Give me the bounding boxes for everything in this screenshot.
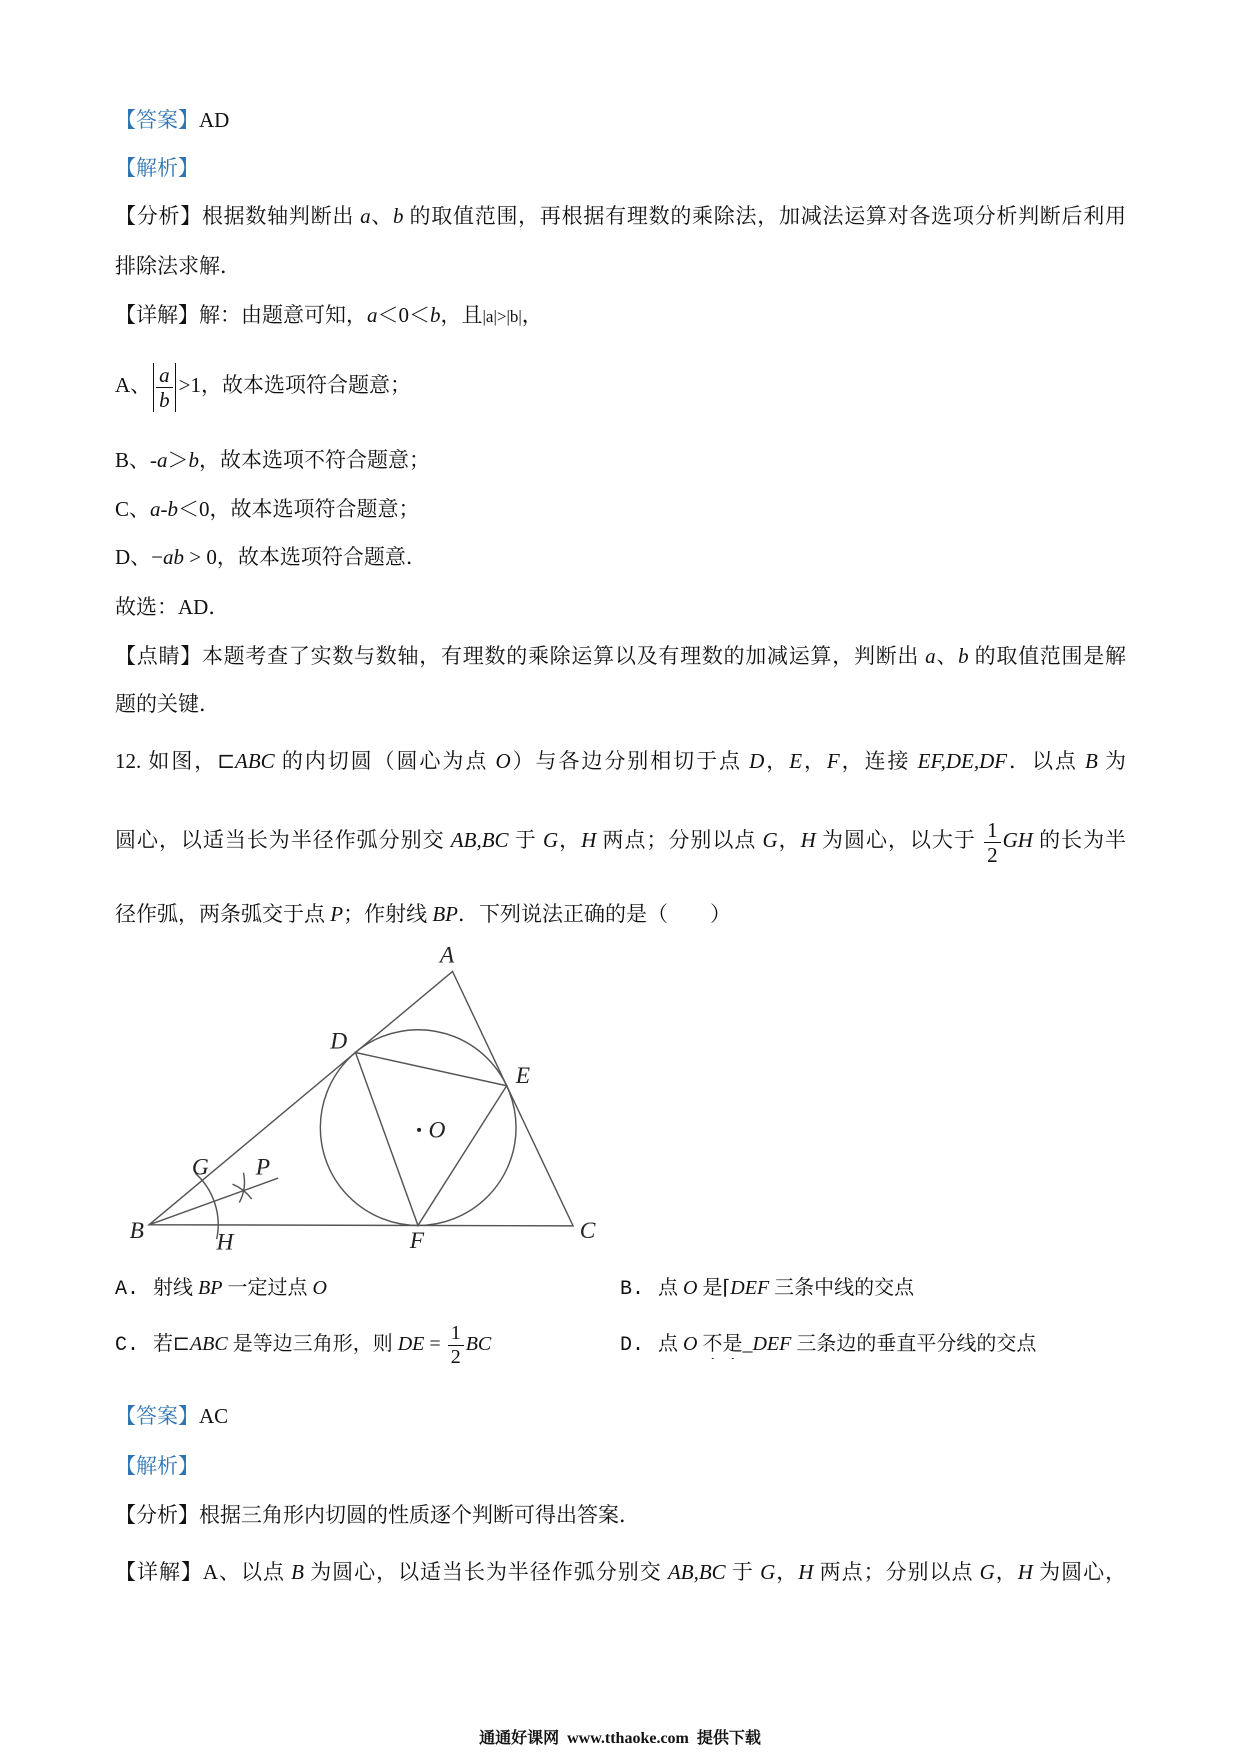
- fraction-one-half: [984, 818, 1001, 867]
- fenxi-label: 【分析】: [115, 1503, 199, 1527]
- q12-stem-line1: [115, 746, 1126, 776]
- fenxi-label: 【分析】: [115, 204, 202, 228]
- stem-text: 为圆心，以大于: [815, 828, 983, 852]
- choice-c-key: C.: [115, 1334, 140, 1357]
- choice-text: 一定过点: [222, 1277, 313, 1299]
- punct: ，: [775, 1560, 799, 1584]
- q11-option-b-line: [115, 445, 1126, 475]
- fraction-numerator: 1: [448, 1322, 464, 1346]
- punct: ，: [994, 1560, 1018, 1584]
- q11-fenxi-line2: 排除法求解．: [115, 254, 241, 278]
- segments-ef-de-df: EF,DE,DF: [917, 749, 1008, 773]
- point-d: D: [749, 749, 765, 773]
- stem-text: ．下列说法正确的是（ ）: [457, 902, 731, 926]
- point-p: P: [330, 902, 344, 926]
- choice-b-key: B.: [620, 1278, 645, 1301]
- variable-b: b: [430, 303, 441, 327]
- option-b-prefix: B、-: [115, 448, 157, 472]
- q11-dianjing-line2: 题的关键．: [115, 692, 220, 716]
- label-c: C: [579, 1218, 596, 1245]
- q12-xiangjie-line1: [115, 1557, 1126, 1587]
- option-c-prefix: C、: [115, 497, 151, 521]
- point-g: G: [760, 1560, 776, 1584]
- xiangjie-text: 于: [725, 1560, 761, 1584]
- fraction-denominator: 2: [450, 1345, 461, 1368]
- choice-text: 点: [658, 1333, 684, 1355]
- incircle: [320, 1030, 516, 1226]
- option-d-prefix: D、: [115, 545, 152, 569]
- equals: =: [424, 1333, 446, 1355]
- relation: ＞: [167, 448, 189, 472]
- abs-inequality: |a|>|b|: [482, 307, 522, 326]
- punct: ，: [777, 828, 801, 852]
- variable-b: b: [958, 644, 969, 668]
- choice-text: 是等边三角形，则: [227, 1333, 398, 1355]
- point-h: H: [581, 828, 597, 852]
- triangle-abc: [149, 971, 573, 1225]
- q12-fenxi-line: [115, 1500, 1126, 1530]
- q11-choice-line: 故选：AD．: [115, 595, 230, 619]
- xiangjie-text: 为圆心，以适当长为半径作弧分别交: [303, 1560, 668, 1584]
- center-dot: [417, 1128, 421, 1132]
- answer-value: AC: [199, 1404, 229, 1428]
- relation: > 0: [184, 545, 217, 569]
- stem-text: 的长为半: [1032, 828, 1126, 852]
- choice-d: [620, 1329, 1180, 1359]
- xiangjie-label: 【详解】: [115, 1560, 203, 1584]
- point-o: O: [683, 1277, 698, 1299]
- variable-b: b: [393, 204, 404, 228]
- dianjing-label: 【点睛】: [115, 644, 202, 668]
- option-b-text: ，故本选项不符合题意；: [199, 448, 430, 472]
- triangle-symbol: _: [742, 1333, 753, 1355]
- choice-text: 射线: [153, 1277, 199, 1299]
- option-a-text: ，故本选项符合题意；: [201, 373, 412, 397]
- stem-text: 径作弧，两条弧交于点: [115, 902, 331, 926]
- punct: ，: [558, 828, 582, 852]
- option-d-text: ，故本选项符合题意．: [216, 545, 427, 569]
- incircle-figure: [123, 938, 598, 1256]
- q12-stem-line2: [115, 808, 1126, 872]
- fenxi-text: 根据数轴判断出: [201, 204, 361, 228]
- minus: −: [151, 545, 164, 569]
- xiangjie-text: 为圆心，: [1032, 1560, 1126, 1584]
- variable-b: b: [167, 497, 179, 521]
- triangle-def-name: DEF: [752, 1333, 792, 1355]
- point-b: B: [1085, 749, 1098, 773]
- option-c-text: ＜0，故本选项符合题意；: [178, 497, 420, 521]
- label-b: B: [129, 1218, 144, 1245]
- triangle-abc-name: ABC: [235, 749, 275, 773]
- variable-b: b: [188, 448, 199, 472]
- label-p: P: [255, 1154, 271, 1181]
- variable-a: a: [367, 303, 378, 327]
- choice-b: [620, 1273, 1180, 1303]
- fenxi-text: 的取值范围，再根据有理数的乘除法，加减法运算对各选项分析判断后利用: [403, 204, 1126, 228]
- point-o: O: [683, 1333, 698, 1355]
- q11-fenxi-line1: [115, 201, 1126, 231]
- label-h: H: [216, 1229, 234, 1256]
- fraction-denominator: 2: [987, 842, 998, 867]
- inequality: ＜0＜: [377, 303, 430, 327]
- q12-stem-line3: [115, 899, 1126, 929]
- xiangjie-label: 【详解】: [115, 303, 199, 327]
- stem-text: 为: [1097, 749, 1126, 773]
- ray-bp-name: BP: [198, 1277, 223, 1299]
- absolute-value: [153, 363, 176, 412]
- q11-option-c-line: [115, 494, 1126, 524]
- label-o: O: [428, 1117, 446, 1144]
- point-g: G: [979, 1560, 995, 1584]
- stem-text: 于: [508, 828, 543, 852]
- q11-xiangjie-line: [115, 300, 1126, 330]
- segments-ab-bc: AB,BC: [667, 1560, 726, 1584]
- q11-dianjing-line1: [115, 641, 1126, 671]
- ray-bp: [149, 1178, 278, 1225]
- q11-option-a-line: [115, 353, 1126, 417]
- fraction-numerator: 1: [984, 818, 1001, 843]
- page-footer: 通通好课网 www.tthaoke.com 提供下载: [479, 1730, 761, 1747]
- variable-a: a: [150, 497, 161, 521]
- dianjing-text: 的取值范围是解: [968, 644, 1126, 668]
- choice-text: 若⊏: [153, 1333, 190, 1355]
- point-g: G: [542, 828, 559, 852]
- segment-de: DE: [397, 1333, 425, 1355]
- q12-jiexi-label: 【解析】: [115, 1454, 199, 1478]
- point-g: G: [762, 828, 778, 852]
- answer-label: 【答案】: [115, 108, 199, 132]
- choice-text: 点: [658, 1277, 684, 1299]
- dianjing-text: 本题考查了实数与数轴，有理数的乘除运算以及有理数的加减运算，判断出: [201, 644, 926, 668]
- choice-text: 是⌈: [697, 1277, 731, 1299]
- label-e: E: [515, 1063, 531, 1090]
- fenxi-text: 根据三角形内切圆的性质逐个判断可得出答案．: [199, 1503, 640, 1527]
- fraction-a-over-b: [156, 363, 173, 412]
- minus: -: [160, 497, 168, 521]
- emphasized-not: 不是: [702, 1333, 743, 1355]
- point-o: O: [495, 749, 511, 773]
- q11-jiexi-label: 【解析】: [115, 156, 199, 180]
- xiangjie-text: 解：由题意可知，: [199, 303, 367, 327]
- choice-text: 三条边的垂直平分线的交点: [791, 1333, 1037, 1355]
- choice-text: 三条中线的交点: [769, 1277, 915, 1299]
- variable-a: a: [157, 448, 168, 472]
- option-a-prefix: A、: [115, 373, 152, 397]
- punct: 、: [935, 644, 959, 668]
- point-f: F: [826, 749, 840, 773]
- variable-a: a: [925, 644, 936, 668]
- stem-text: ）与各边分别相切于点: [510, 749, 750, 773]
- choice-a: [115, 1273, 595, 1303]
- punct: ，: [764, 749, 790, 773]
- punct: 、: [370, 204, 394, 228]
- label-d: D: [330, 1028, 348, 1055]
- segment-bc: BC: [465, 1333, 492, 1355]
- stem-text: 12. 如图，⊏: [115, 749, 236, 773]
- fraction-one-half: [448, 1322, 464, 1369]
- punct: ，: [521, 303, 543, 327]
- point-b: B: [291, 1560, 304, 1584]
- xiangjie-text: 两点；分别以点: [813, 1560, 980, 1584]
- point-h: H: [800, 828, 816, 852]
- q12-answer-line: [115, 1401, 1126, 1431]
- stem-text: ；作射线: [343, 902, 433, 926]
- answer-label: 【答案】: [115, 1404, 199, 1428]
- choice-a-key: A.: [115, 1278, 140, 1301]
- stem-text: 的内切圆（圆心为点: [274, 749, 496, 773]
- stem-text: ．以点: [1007, 749, 1086, 773]
- xiangjie-text: A、以点: [202, 1560, 292, 1584]
- choice-c: [115, 1312, 595, 1376]
- xiangjie-text: ，且: [440, 303, 483, 327]
- choice-d-key: D.: [620, 1334, 645, 1357]
- q11-answer-line: [115, 105, 1126, 135]
- segments-ab-bc: AB,BC: [450, 828, 509, 852]
- punct: ，: [802, 749, 827, 773]
- fraction-numerator: a: [156, 363, 173, 388]
- point-e: E: [789, 749, 803, 773]
- label-a: A: [439, 942, 455, 969]
- q11-option-d-line: [115, 542, 1126, 572]
- fraction-denominator: b: [159, 387, 170, 412]
- answer-value: AD: [199, 108, 230, 132]
- point-o: O: [312, 1277, 327, 1299]
- relation: >1: [178, 373, 202, 397]
- ray-bp-name: BP: [432, 902, 458, 926]
- stem-text: 两点；分别以点: [596, 828, 763, 852]
- point-h: H: [798, 1560, 814, 1584]
- segment-gh: GH: [1002, 828, 1033, 852]
- label-f: F: [409, 1228, 425, 1255]
- triangle-abc-name: ABC: [189, 1333, 228, 1355]
- variable-ab: ab: [163, 545, 185, 569]
- label-g: G: [191, 1154, 209, 1181]
- point-h: H: [1017, 1560, 1033, 1584]
- stem-text: 圆心，以适当长为半径作弧分别交: [115, 828, 451, 852]
- triangle-def-name: DEF: [730, 1277, 770, 1299]
- stem-text: ，连接: [839, 749, 918, 773]
- variable-a: a: [360, 204, 371, 228]
